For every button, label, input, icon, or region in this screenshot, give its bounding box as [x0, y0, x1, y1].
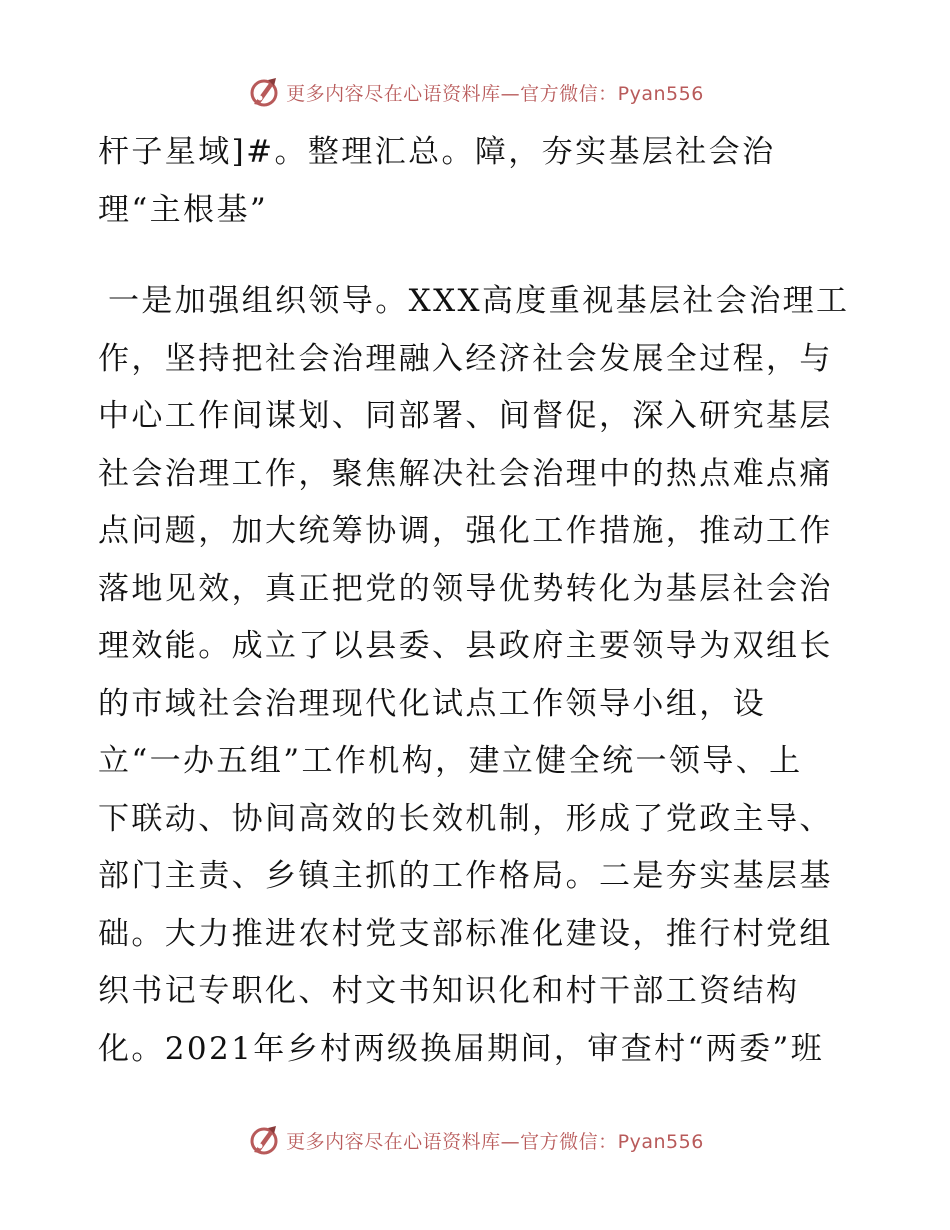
quill-pen-logo-icon	[246, 74, 282, 110]
paragraph-line-11: 部门主责、乡镇主抓的工作格局。二是夯实基层基	[98, 858, 833, 894]
paragraph-line-2: 作，坚持把社会治理融入经济社会发展全过程，与	[98, 340, 833, 377]
heading-line-1: 杆子星域]#。整理汇总。障，夯实基层社会治	[98, 134, 776, 170]
paragraph-line-9: 立“一办五组”工作机构，建立健全统一领导、上	[98, 743, 803, 779]
document-body	[98, 124, 858, 1078]
paragraph-line-4: 社会治理工作，聚焦解决社会治理中的热点难点痛	[98, 455, 833, 492]
paragraph-line-12: 础。大力推进农村党支部标准化建设，推行村党组	[98, 915, 833, 952]
header-watermark	[0, 72, 950, 112]
paragraph-line-8: 的市域社会治理现代化试点工作领导小组，设	[98, 685, 766, 722]
paragraph-line-5: 点问题，加大统筹协调，强化工作措施，推动工作	[98, 513, 833, 549]
paragraph-line-1: 一是加强组织领导。XXX高度重视基层社会治理工	[108, 283, 850, 319]
watermark-text: 更多内容尽在心语资料库—官方微信：Pyan556	[286, 1130, 704, 1153]
watermark-text: 更多内容尽在心语资料库—官方微信：Pyan556	[286, 82, 704, 105]
quill-pen-logo-icon	[246, 1122, 282, 1158]
footer-watermark	[0, 1120, 950, 1160]
paragraph-line-14: 化。2021年乡村两级换届期间，审查村“两委”班	[98, 1030, 825, 1067]
heading-line-2: 理“主根基”	[98, 191, 269, 228]
paragraph-line-3: 中心工作间谋划、同部署、间督促，深入研究基层	[98, 398, 833, 434]
paragraph-line-10: 下联动、协间高效的长效机制，形成了党政主导、	[98, 800, 833, 837]
paragraph-line-13: 织书记专职化、村文书知识化和村干部工资结构	[98, 973, 800, 1009]
paragraph-line-7: 理效能。成立了以县委、县政府主要领导为双组长	[98, 628, 833, 664]
paragraph-line-6: 落地见效，真正把党的领导优势转化为基层社会治	[98, 570, 833, 607]
